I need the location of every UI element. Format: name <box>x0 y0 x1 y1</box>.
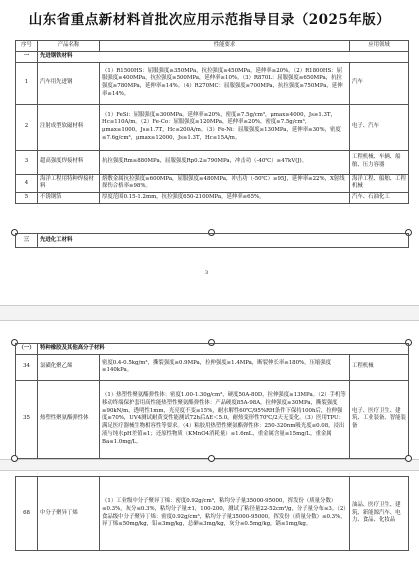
row-perf: （1）R1500HS：屈服强度≥350MPa，抗拉强度≥450MPa，延伸率≥20%。（2）R1800HS：屈服强度≥400MPa，抗拉强度≥500MPa，延伸率≥10%。（3）R870L：屈服强度≥650MPa，抗拉强度≥780MPa，延伸率≥14%。（4）R270MC：屈服强度≥700MPa，抗拉强度≥750MPa，延伸率≥14%。 <box>100 62 350 104</box>
row-field: 工程机械 <box>350 354 409 380</box>
table-header-row <box>16 41 409 52</box>
table-row <box>16 477 409 551</box>
catalog-table-page4 <box>15 476 409 551</box>
table-row <box>16 62 409 104</box>
row-perf: （1）FeSi：屈服强度≥300MPa，延伸率≥20%，密度≥7.5g/cm³，μmax≥4000，Js≥1.3T，Hc≤110A/m。（2）Fe-Co：屈服强度≥120MPa，延伸率≥20%，密度≥7.5g/cm³，μmax≥1000，Js≥1.7T，Hc≤200A/m。（3）Fe-Ni：屈服强度≥130MPa，延伸率≥30%，密度≥7.6g/cm³，μmax≥12000，Js≥1.3T，Hc≤15A/m。 <box>100 104 350 150</box>
row-field: 油品、医疗卫生、建筑、新能源汽车、电力、食品、化妆品 <box>350 477 409 551</box>
selection-handle[interactable] <box>208 455 215 462</box>
page-title: 山东省重点新材料首批次应用示范指导目录（2025年版） <box>28 12 391 28</box>
row-name: 注射成型软磁材料 <box>38 104 100 150</box>
section-title: 先进化工材料 <box>38 234 409 248</box>
row-no: 68 <box>16 477 38 551</box>
section-row <box>16 51 409 62</box>
row-name: 中分子聚异丁烯 <box>38 477 100 551</box>
row-no: 1 <box>16 62 38 104</box>
header-field: 应用领域 <box>350 41 409 52</box>
row-field: 电子、汽车 <box>350 104 409 150</box>
row-perf: 密度0.4-0.5kg/m³，撕裂强度≥0.9MPa，拉伸强度≥1.4MPa，断裂伸长率≥180%，压缩强度≥140kPa。 <box>100 354 350 380</box>
subsection-number: （一） <box>16 344 38 355</box>
row-name: 热塑性聚氨酯弹性体 <box>38 380 100 458</box>
row-name: 不锈钢箔 <box>38 193 100 204</box>
row-name: 氯磺化聚乙烯 <box>38 354 100 380</box>
catalog-table-page3 <box>15 343 409 459</box>
page-divider <box>0 305 419 321</box>
section-number: 一 <box>16 51 38 62</box>
row-perf: 抗拉强度Rm≥880MPa，屈服强度Rp0.2≥790MPa，冲击功（-40℃）≥47kV(J)。 <box>100 150 350 174</box>
selection-handle[interactable] <box>405 455 412 462</box>
table-row <box>16 174 409 193</box>
table-row <box>16 150 409 174</box>
row-perf: （1）工业级中分子聚异丁烯：密度0.92g/cm³，粘均分子量35000-95000，挥发份（质量分数）≤0.3%，灰分≤0.3%，粘均分子量±1，100-200，测试了粘径量22-52cm³/g，分子量分布≤3。（2）食品级中分子聚异丁烯：密度0.92g/cm³，粘均分子量35000-95000，挥发份（质量分数）≤0.3%，异丁烯≤50mg/kg，铅≤3mg/kg，总砷≤3mg/kg，灰分≤0.5mg/kg，镉≤1mg/kg。 <box>100 477 350 551</box>
row-field: 汽车、石油化工 <box>350 193 409 204</box>
row-field: 汽车 <box>350 62 409 104</box>
row-name: 海洋工程用特种焊接材料 <box>38 174 100 193</box>
row-no: 3 <box>16 150 38 174</box>
row-field: 工程机械、车辆、船舶、压力容器 <box>350 150 409 174</box>
row-field: 电子、医疗卫生、建筑、工业装备、智能装备 <box>350 380 409 458</box>
catalog-table-page1 <box>15 40 409 204</box>
page-number: 3 <box>205 270 209 276</box>
section-title: 先进钢铁材料 <box>38 51 409 62</box>
table-row <box>16 354 409 380</box>
row-field: 海洋工程、船舶、工程机械 <box>350 174 409 193</box>
table-row <box>16 104 409 150</box>
section-number: 三 <box>16 234 38 248</box>
row-perf: （1）热塑性聚氨酯弹性体：密度1.00-1.30g/cm³，硬度50A-80D，拉伸强度≥13MPa。（2）手机等移动终端保护套用高性能热塑性聚氨酯弹性体：产品硬度85A-98A，拉伸强度≥30MPa，撕裂强度≥90kN/m，透明性1mm，光亮度不变≤15%，耐水解性60℃/95%RH条件下保持100h后，拉伸强度≥70%，UV4测试耐黄变性能测试72h后ΔE＜5.0，耐热变形性70℃/2天无变化。（3）医用TPU：满足医疗器械生物相容性等要求。（4）粘胶用热塑性聚氨酯弹性体：250-320nm吸光度≤0.08，浸出液与纯水pH差值≤1；还原性物质（KMnO4消耗量）≤1.6mL，重金属含量≤15mg/L，重金属Ba≤1.0mg/L。 <box>100 380 350 458</box>
row-perf: 厚度范围0.15-1.2mm，抗拉强度650-2100MPa，延伸率≥65%。 <box>100 193 350 204</box>
catalog-table-page2 <box>15 233 409 248</box>
header-no: 序号 <box>16 41 38 52</box>
row-name: 超高强度焊接材料 <box>38 150 100 174</box>
selection-handle[interactable] <box>11 455 18 462</box>
row-no: 35 <box>16 380 38 458</box>
subsection-title: 特种橡胶及其他高分子材料 <box>38 344 409 355</box>
row-perf: 熔敷金属抗拉强度≥600MPa，屈服强度≥480MPa，冲击功（-50℃）≥95J，延伸率≥22%，X射线探伤合格率≥98%。 <box>100 174 350 193</box>
header-name: 产品名称 <box>38 41 100 52</box>
table-row <box>16 380 409 458</box>
row-no: 5 <box>16 193 38 204</box>
row-name: 汽车用先进钢 <box>38 62 100 104</box>
table-row <box>16 193 409 204</box>
row-no: 34 <box>16 354 38 380</box>
header-perf: 性能要求 <box>100 41 350 52</box>
section-row <box>16 234 409 248</box>
row-no: 4 <box>16 174 38 193</box>
subsection-row <box>16 344 409 355</box>
row-no: 2 <box>16 104 38 150</box>
